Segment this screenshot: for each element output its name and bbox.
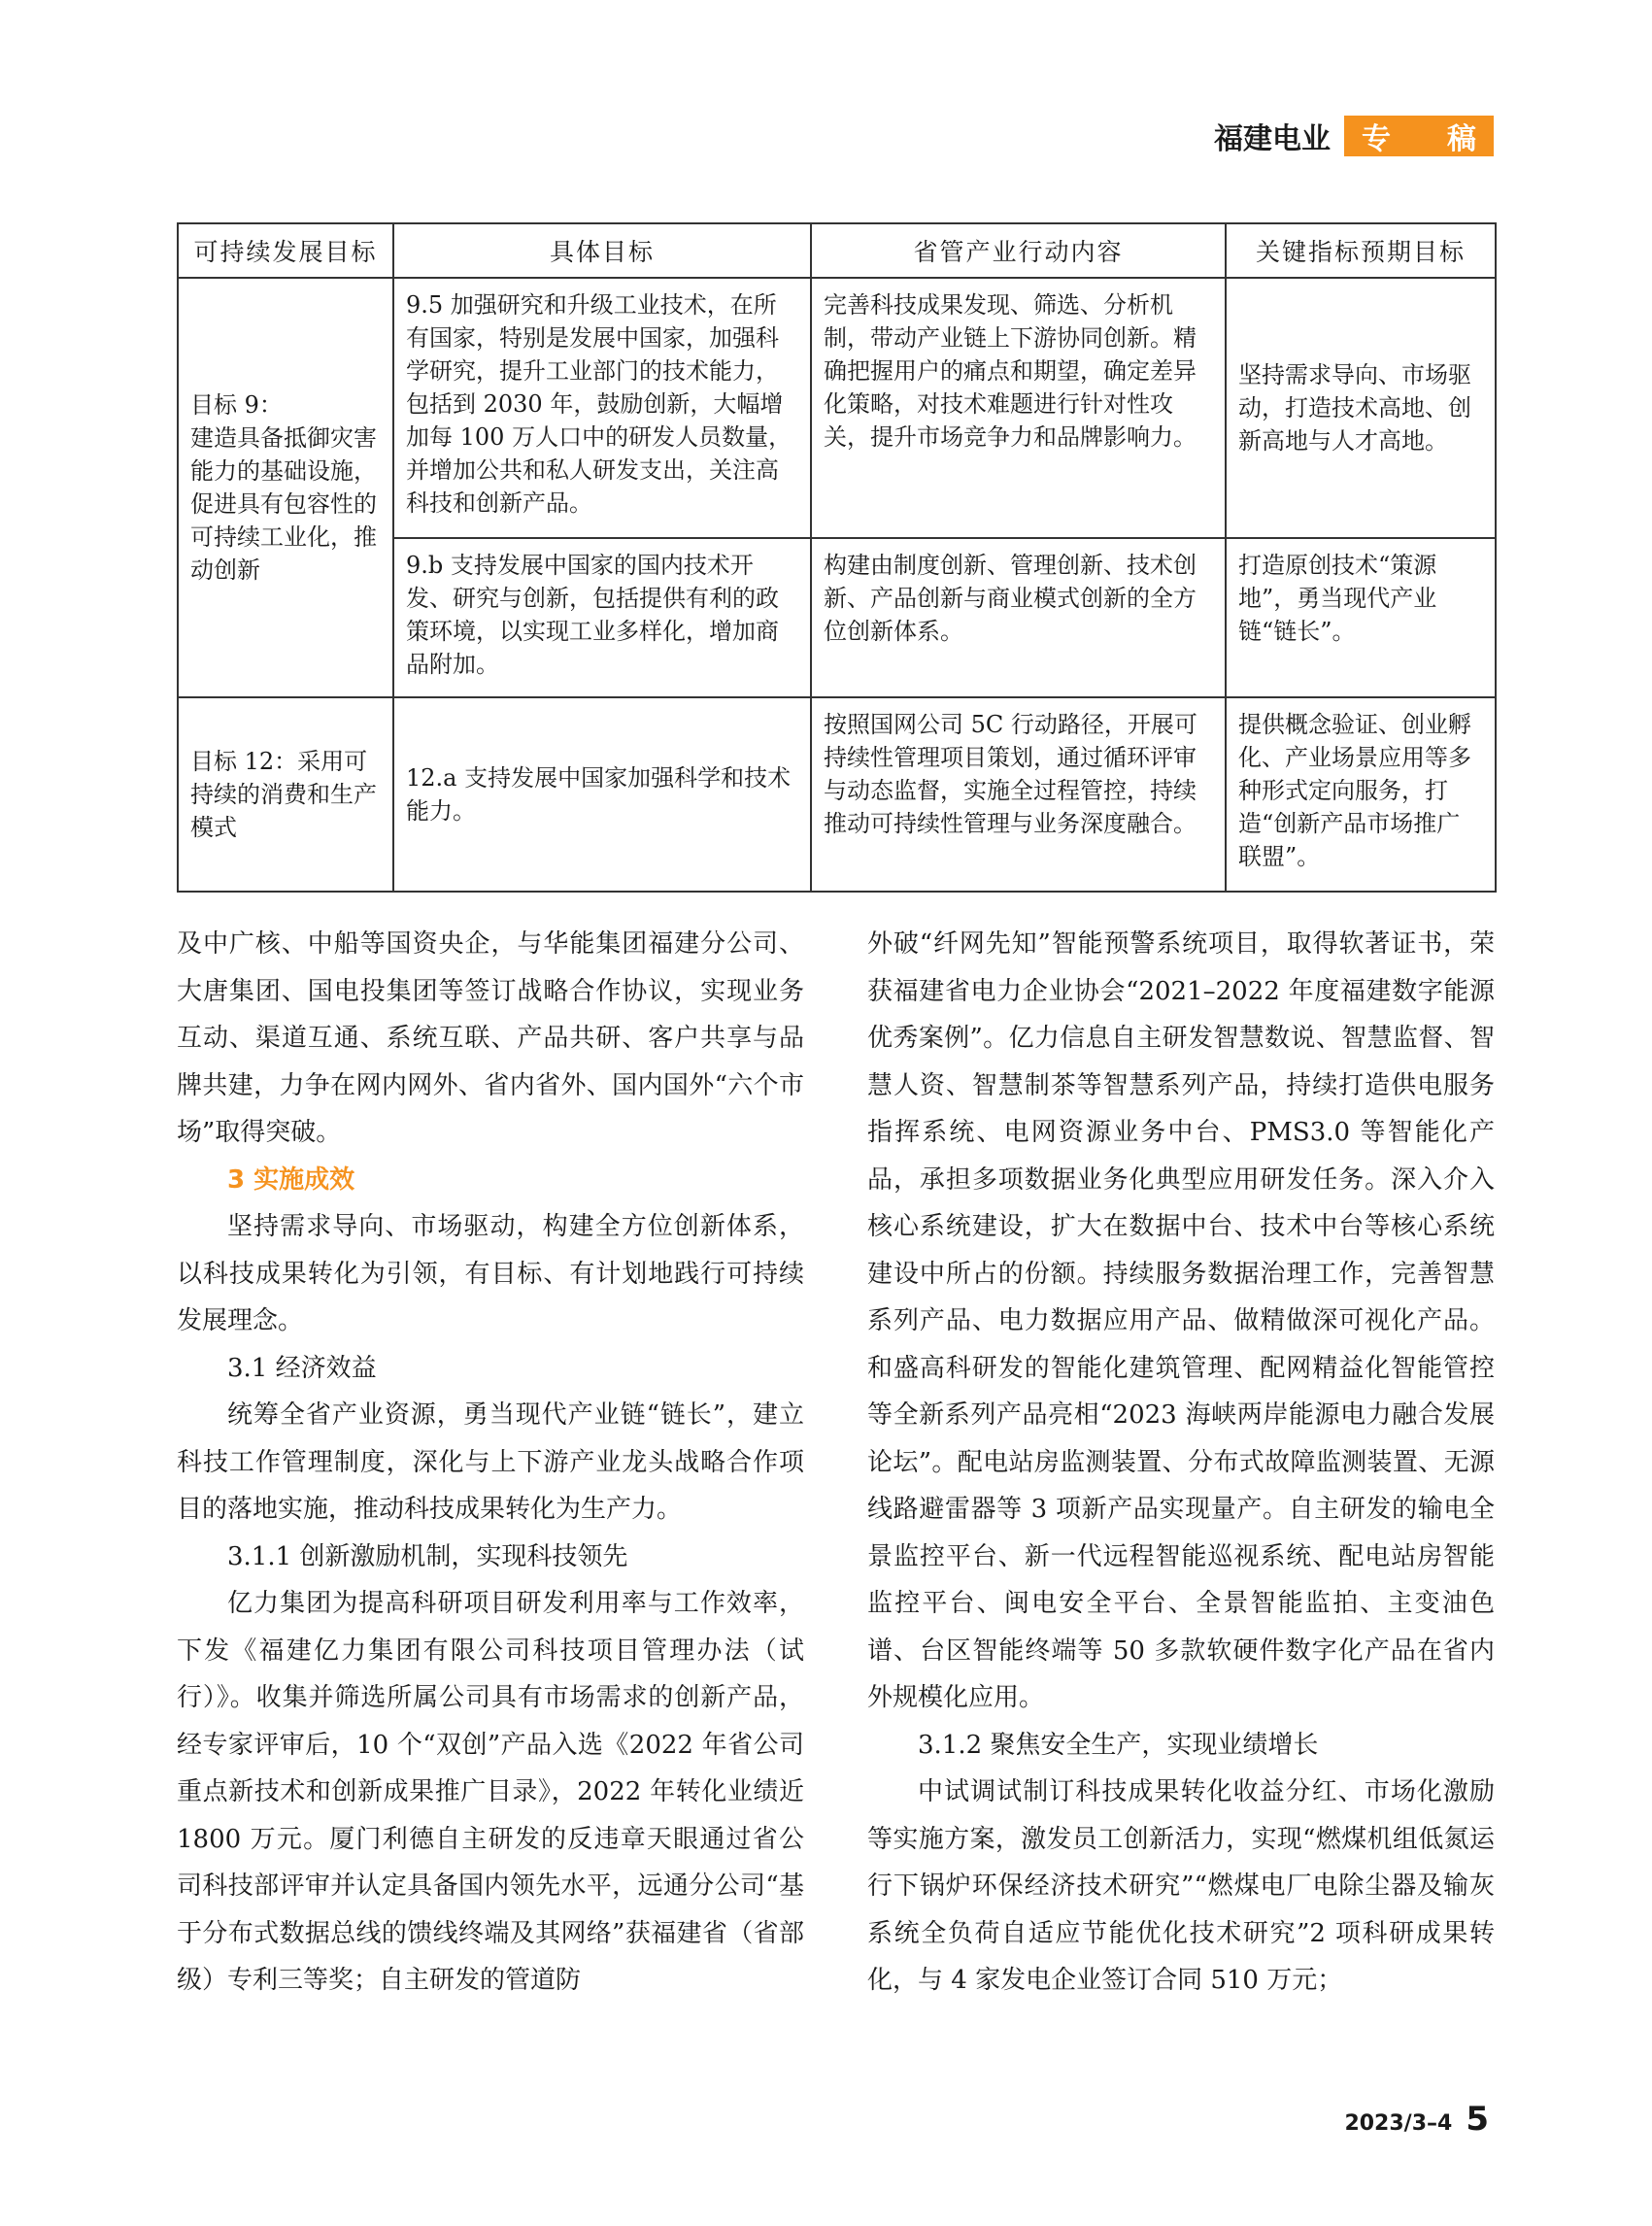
action-9-b-cell: 构建由制度创新、管理创新、技术创新、产品创新与商业模式创新的全方位创新体系。 <box>811 538 1226 697</box>
section-tag <box>1344 116 1494 156</box>
section-tag-char-1: 专 <box>1362 122 1391 156</box>
page-footer <box>1344 2100 1489 2139</box>
indicator-12-a-cell: 提供概念验证、创业孵化、产业场景应用等多种形式定向服务，打造“创新产品市场推广联盟”。 <box>1226 697 1496 892</box>
right-text-column <box>867 921 1495 2005</box>
goal-12-cell: 目标 12：采用可持续的消费和生产模式 <box>178 697 393 892</box>
table-row <box>178 278 1496 538</box>
target-12-a-cell: 12.a 支持发展中国家加强科学和技术能力。 <box>393 697 811 892</box>
paragraph: 统筹全省产业资源，勇当现代产业链“链长”，建立科技工作管理制度，深化与上下游产业龙头战略合作项目的落地实施，推动科技成果转化为生产力。 <box>177 1400 804 1524</box>
paragraph: 外破“纤网先知”智能预警系统项目，取得软著证书，荣获福建省电力企业协会“2021–2022 年度福建数字能源优秀案例”。亿力信息自主研发智慧数说、智慧监督、智慧人资、智慧制茶等智慧系列产品，持续打造供电服务指挥系统、电网资源业务中台、PMS3.0 等智能化产品，承担多项数据业务化典型应用研发任务。深入介入核心系统建设，扩大在数据中台、技术中台等核心系统建设中所占的份额。持续服务数据治理工作，完善智慧系列产品、电力数据应用产品、做精做深可视化产品。和盛高科研发的智能化建筑管理、配网精益化智能管控等全新系列产品亮相“2023 海峡两岸能源电力融合发展论坛”。配电站房监测装置、分布式故障监测装置、无源线路避雷器等 3 项新产品实现量产。自主研发的输电全景监控平台、新一代远程智能巡视系统、配电站房智能监控平台、闽电安全平台、全景智能监拍、主变油色谱、台区智能终端等 50 多款软硬件数字化产品在省内外规模化应用。 <box>867 929 1495 1712</box>
table-header-row <box>178 223 1496 278</box>
issue-number: 2023/3–4 <box>1344 2111 1453 2136</box>
table-row <box>178 697 1496 892</box>
header-key-indicator: 关键指标预期目标 <box>1226 223 1496 278</box>
goal-9-cell: 目标 9： 建造具备抵御灾害能力的基础设施，促进具有包容性的可持续工业化，推动创新 <box>178 278 393 697</box>
paragraph: 中试调试制订科技成果转化收益分红、市场化激励等实施方案，激发员工创新活力，实现“燃煤机组低氮运行下锅炉环保经济技术研究”“燃煤电厂电除尘器及输灰系统全负荷自适应节能优化技术研究”2 项科研成果转化，与 4 家发电企业签订合同 510 万元； <box>867 1777 1495 1995</box>
action-9-5-cell: 完善科技成果发现、筛选、分析机制，带动产业链上下游协同创新。精确把握用户的痛点和期望，确定差异化策略，对技术难题进行针对性攻关，提升市场竞争力和品牌影响力。 <box>811 278 1226 538</box>
section-tag-char-2: 稿 <box>1447 122 1476 156</box>
indicator-9-b-cell: 打造原创技术“策源地”，勇当现代产业链“链长”。 <box>1226 538 1496 697</box>
header-specific-target: 具体目标 <box>393 223 811 278</box>
sdg-goals-table <box>177 222 1497 893</box>
page-number: 5 <box>1466 2100 1489 2139</box>
header-industry-action: 省管产业行动内容 <box>811 223 1226 278</box>
indicator-9-5-cell: 坚持需求导向、市场驱动，打造技术高地、创新高地与人才高地。 <box>1226 278 1496 538</box>
paragraph: 及中广核、中船等国资央企，与华能集团福建分公司、大唐集团、国电投集团等签订战略合作协议，实现业务互动、渠道互通、系统互联、产品共研、客户共享与品牌共建，力争在网内网外、省内省外、国内国外“六个市场”取得突破。 <box>177 929 804 1147</box>
target-9-5-cell: 9.5 加强研究和升级工业技术，在所有国家，特别是发展中国家，加强科学研究，提升工业部门的技术能力，包括到 2030 年，鼓励创新，大幅增加每 100 万人口中的研发人员数量，并增加公共和私人研发支出，关注高科技和创新产品。 <box>393 278 811 538</box>
subsection-heading: 3.1.1 创新激励机制，实现科技领先 <box>227 1541 628 1571</box>
left-text-column <box>177 921 804 2005</box>
page-header <box>1214 116 1494 156</box>
subsection-heading: 3.1 经济效益 <box>227 1353 377 1383</box>
subsection-heading: 3.1.2 聚焦安全生产，实现业绩增长 <box>918 1730 1319 1760</box>
action-12-a-cell: 按照国网公司 5C 行动路径，开展可持续性管理项目策划，通过循环评审与动态监督，实施全过程管控，持续推动可持续性管理与业务深度融合。 <box>811 697 1226 892</box>
paragraph: 坚持需求导向、市场驱动，构建全方位创新体系，以科技成果转化为引领，有目标、有计划地践行可持续发展理念。 <box>177 1212 804 1335</box>
journal-brand: 福建电业 <box>1214 122 1331 156</box>
paragraph: 亿力集团为提高科研项目研发利用率与工作效率，下发《福建亿力集团有限公司科技项目管理办法（试行）》。收集并筛选所属公司具有市场需求的创新产品，经专家评审后，10 个“双创”产品入选《2022 年省公司重点新技术和创新成果推广目录》，2022 年转化业绩近 1800 万元。厦门利德自主研发的反违章天眼通过省公司科技部评审并认定具备国内领先水平，远通分公司“基于分布式数据总线的馈线终端及其网络”获福建省（省部级）专利三等奖；自主研发的管道防 <box>177 1589 804 1995</box>
target-9-b-cell: 9.b 支持发展中国家的国内技术开发、研究与创新，包括提供有利的政策环境，以实现工业多样化，增加商品附加。 <box>393 538 811 697</box>
section-heading: 3 实施成效 <box>227 1164 355 1195</box>
header-sdg-goal: 可持续发展目标 <box>178 223 393 278</box>
